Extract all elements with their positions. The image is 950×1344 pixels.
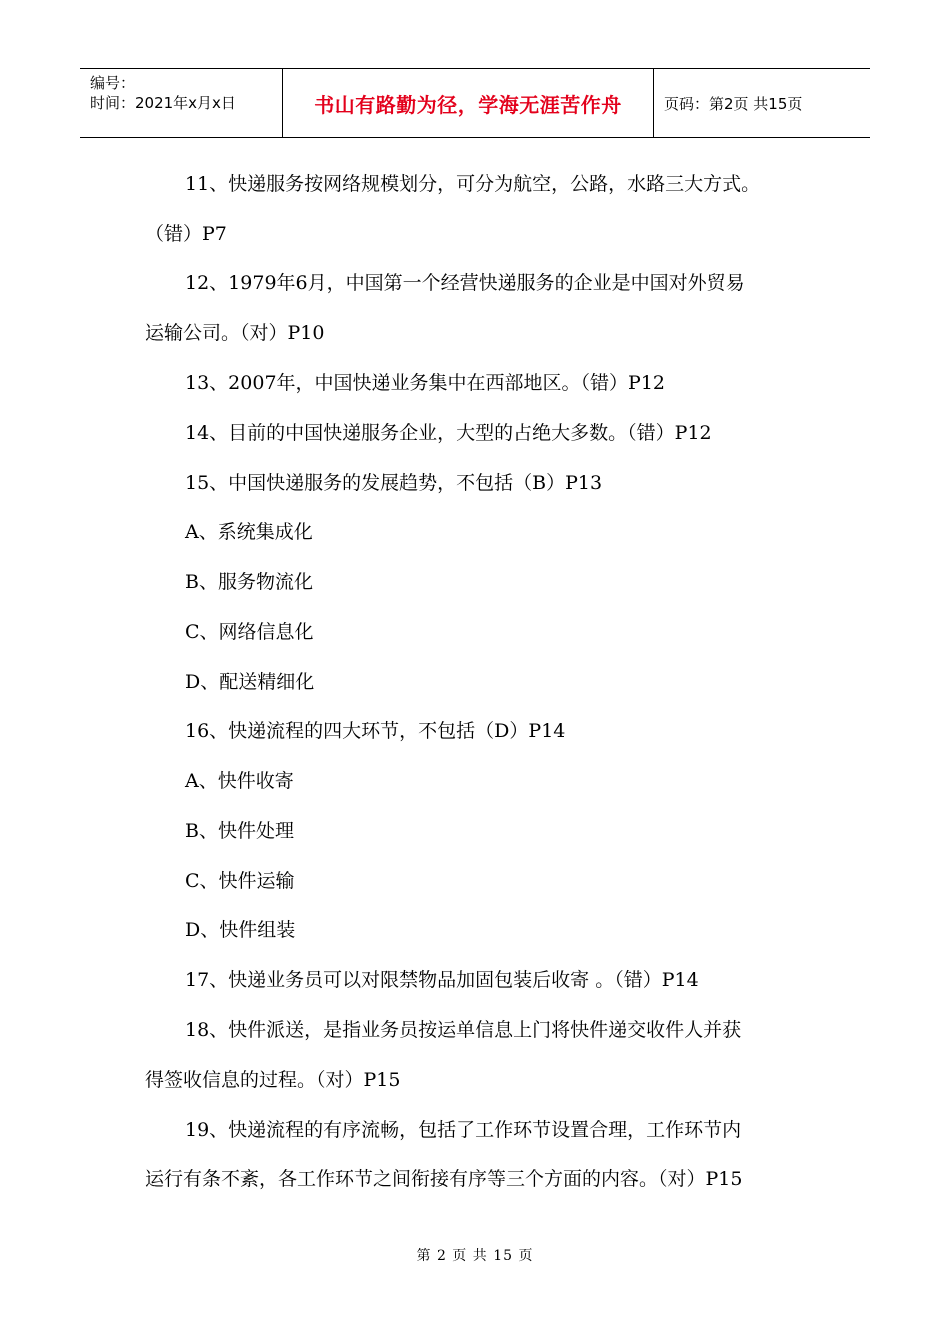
text-line: 14、目前的中国快递服务企业，大型的占绝大多数。（错）P12 bbox=[185, 422, 712, 444]
text-line: 运行有条不紊，各工作环节之间衔接有序等三个方面的内容。（对）P15 bbox=[145, 1168, 743, 1190]
header-meta bbox=[80, 69, 282, 137]
header-motto: 书山有路勤为径，学海无涯苦作舟 bbox=[282, 69, 654, 137]
option-line: A、系统集成化 bbox=[185, 521, 313, 543]
option-line: C、网络信息化 bbox=[185, 621, 314, 643]
option-line: B、快件处理 bbox=[185, 820, 294, 842]
text-line: 运输公司。（对）P10 bbox=[145, 322, 325, 344]
text-line: 11、快递服务按网络规模划分，可分为航空，公路，水路三大方式。 bbox=[185, 173, 761, 195]
header-page-info: 页码：第2页 共15页 bbox=[664, 94, 803, 113]
option-line: A、快件收寄 bbox=[185, 770, 294, 792]
header-number-label: 编号： bbox=[90, 74, 136, 92]
text-line: 18、快件派送，是指业务员按运单信息上门将快件递交收件人并获 bbox=[185, 1019, 742, 1041]
page-footer: 第 2 页 共 15 页 bbox=[416, 1248, 534, 1264]
text-line: 12、1979年6月，中国第一个经营快递服务的企业是中国对外贸易 bbox=[185, 272, 745, 294]
option-line: B、服务物流化 bbox=[185, 571, 313, 593]
option-line: C、快件运输 bbox=[185, 870, 295, 892]
text-line: 19、快递流程的有序流畅，包括了工作环节设置合理，工作环节内 bbox=[185, 1119, 742, 1141]
header-time-label: 时间：2021年x月x日 bbox=[90, 94, 236, 112]
option-line: D、快件组装 bbox=[185, 919, 296, 941]
text-line: 17、快递业务员可以对限禁物品加固包装后收寄 。（错）P14 bbox=[185, 969, 699, 991]
text-line: 15、中国快递服务的发展趋势，不包括（B）P13 bbox=[185, 472, 603, 494]
text-line: 16、快递流程的四大环节，不包括（D）P14 bbox=[185, 720, 566, 742]
option-line: D、配送精细化 bbox=[185, 671, 315, 693]
text-line: （错）P7 bbox=[145, 223, 227, 245]
text-line: 13、2007年，中国快递业务集中在西部地区。（错）P12 bbox=[185, 372, 665, 394]
text-line: 得签收信息的过程。（对）P15 bbox=[145, 1069, 401, 1091]
page-header bbox=[80, 68, 870, 138]
